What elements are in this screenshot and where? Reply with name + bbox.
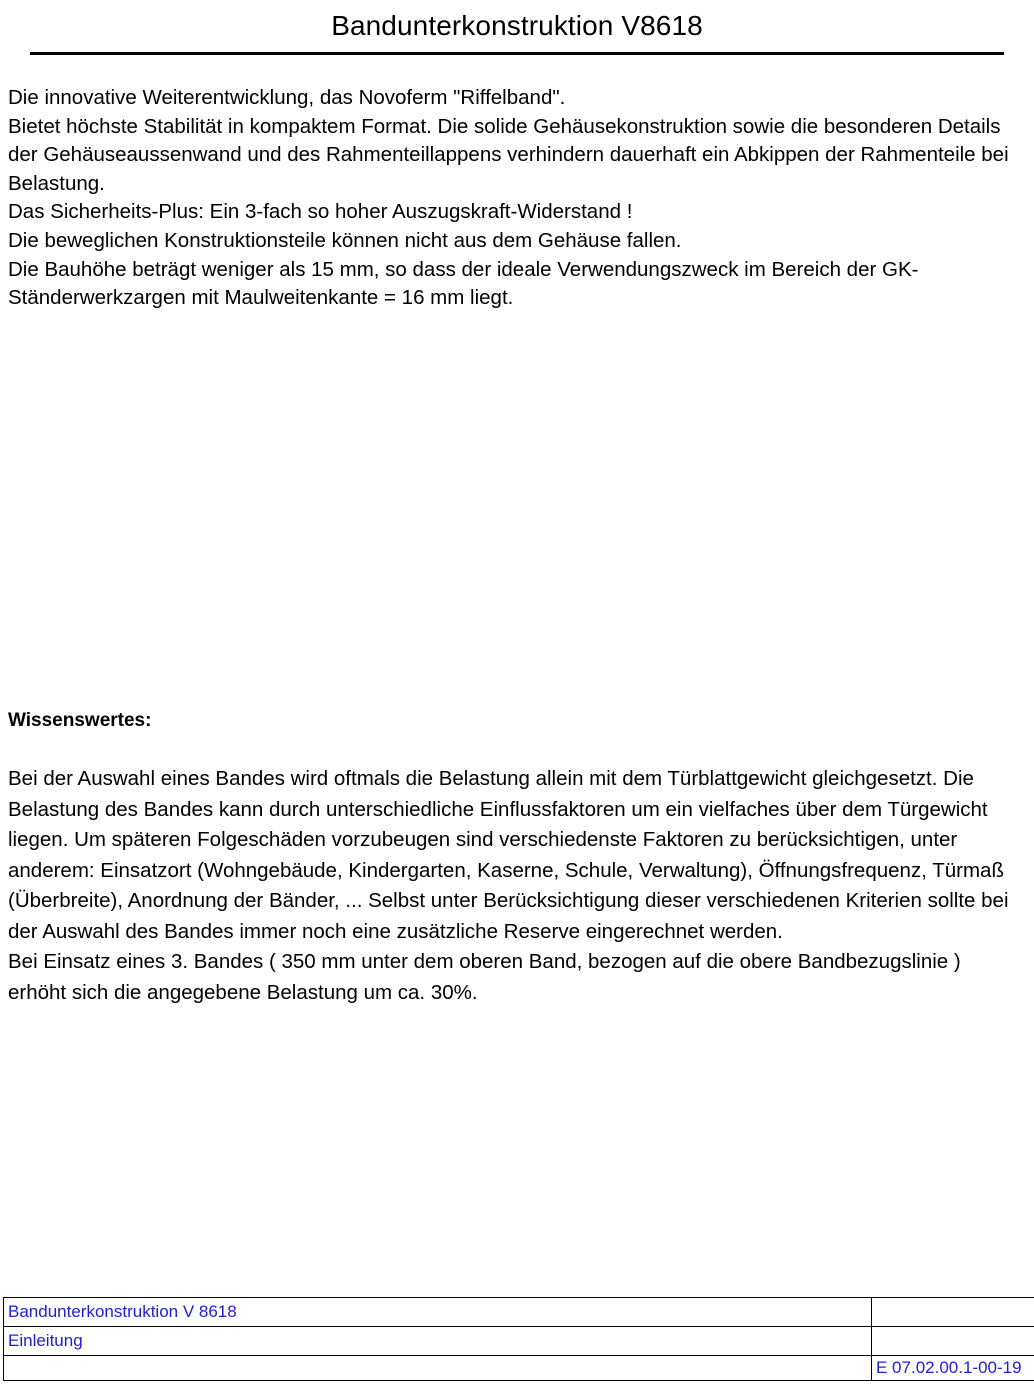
section-heading-wissenswertes: Wissenswertes: [8,710,152,731]
table-row [4,1356,1034,1381]
intro-line-5: Die Bauhöhe beträgt weniger als 15 mm, so dass der ideale Verwendungszweck im Bereich der GK-Ständerwerkzargen mit Maulweitenkante = 16 mm liegt. [8,257,919,310]
footer-cell-document-code: E 07.02.00.1-00-19 [872,1356,1034,1381]
knowledge-section [8,708,1018,1008]
table-row [4,1327,1034,1356]
footer-cell-empty [4,1356,872,1381]
product-illustration-area [8,320,1018,700]
page-title: Bandunterkonstruktion V8618 [331,10,703,41]
intro-line-2: Bietet höchste Stabilität in kompaktem Format. Die solide Gehäusekonstruktion sowie die besonderen Details der Gehäuseaussenwand und des Rahmenteillappens verhindern dauerhaft ein Abkippen der Rahmenteile bei Belastung. [8,114,1009,195]
title-divider-rule [30,52,1004,55]
footer-cell-code-2 [872,1327,1034,1356]
intro-line-1: Die innovative Weiterentwicklung, das Novoferm "Riffelband". [8,86,566,109]
table-row [4,1298,1034,1327]
document-header [0,0,1034,58]
intro-line-3: Das Sicherheits-Plus: Ein 3-fach so hoher Auszugskraft-Widerstand ! [8,200,633,224]
footer-cell-document-name: Bandunterkonstruktion V 8618 [4,1298,872,1327]
intro-line-4: Die beweglichen Konstruktionsteile können nicht aus dem Gehäuse fallen. [8,228,682,252]
footer-cell-code-1 [872,1298,1034,1327]
knowledge-paragraph-1: Bei der Auswahl eines Bandes wird oftmals die Belastung allein mit dem Türblattgewicht gleichgesetzt. Die Belastung des Bandes kann durch unterschiedliche Einflussfaktoren um ein vielfaches über dem Türgewicht liegen. Um späteren Folgeschäden vorzubeugen sind verschiedenste Faktoren zu berücksichtigen, unter anderem: Einsatzort (Wohngebäude, Kindergarten, Kaserne, Schule, Verwaltung), Öffnungsfrequenz, Türmaß (Überbreite), Anordnung der Bänder, ... Selbst unter Berücksichtigung dieser verschiedenen Kriterien sollte bei der Auswahl des Bandes immer noch eine zusätzliche Reserve eingerechnet werden. [8,767,1009,943]
knowledge-paragraph-2: Bei Einsatz eines 3. Bandes ( 350 mm unter dem oberen Band, bezogen auf die obere Bandbezugslinie ) erhöht sich die angegebene Belastung um ca. 30%. [8,950,961,1004]
footer-table [3,1297,1034,1381]
intro-text-block [8,84,1018,313]
footer-cell-section-name: Einleitung [4,1327,872,1356]
